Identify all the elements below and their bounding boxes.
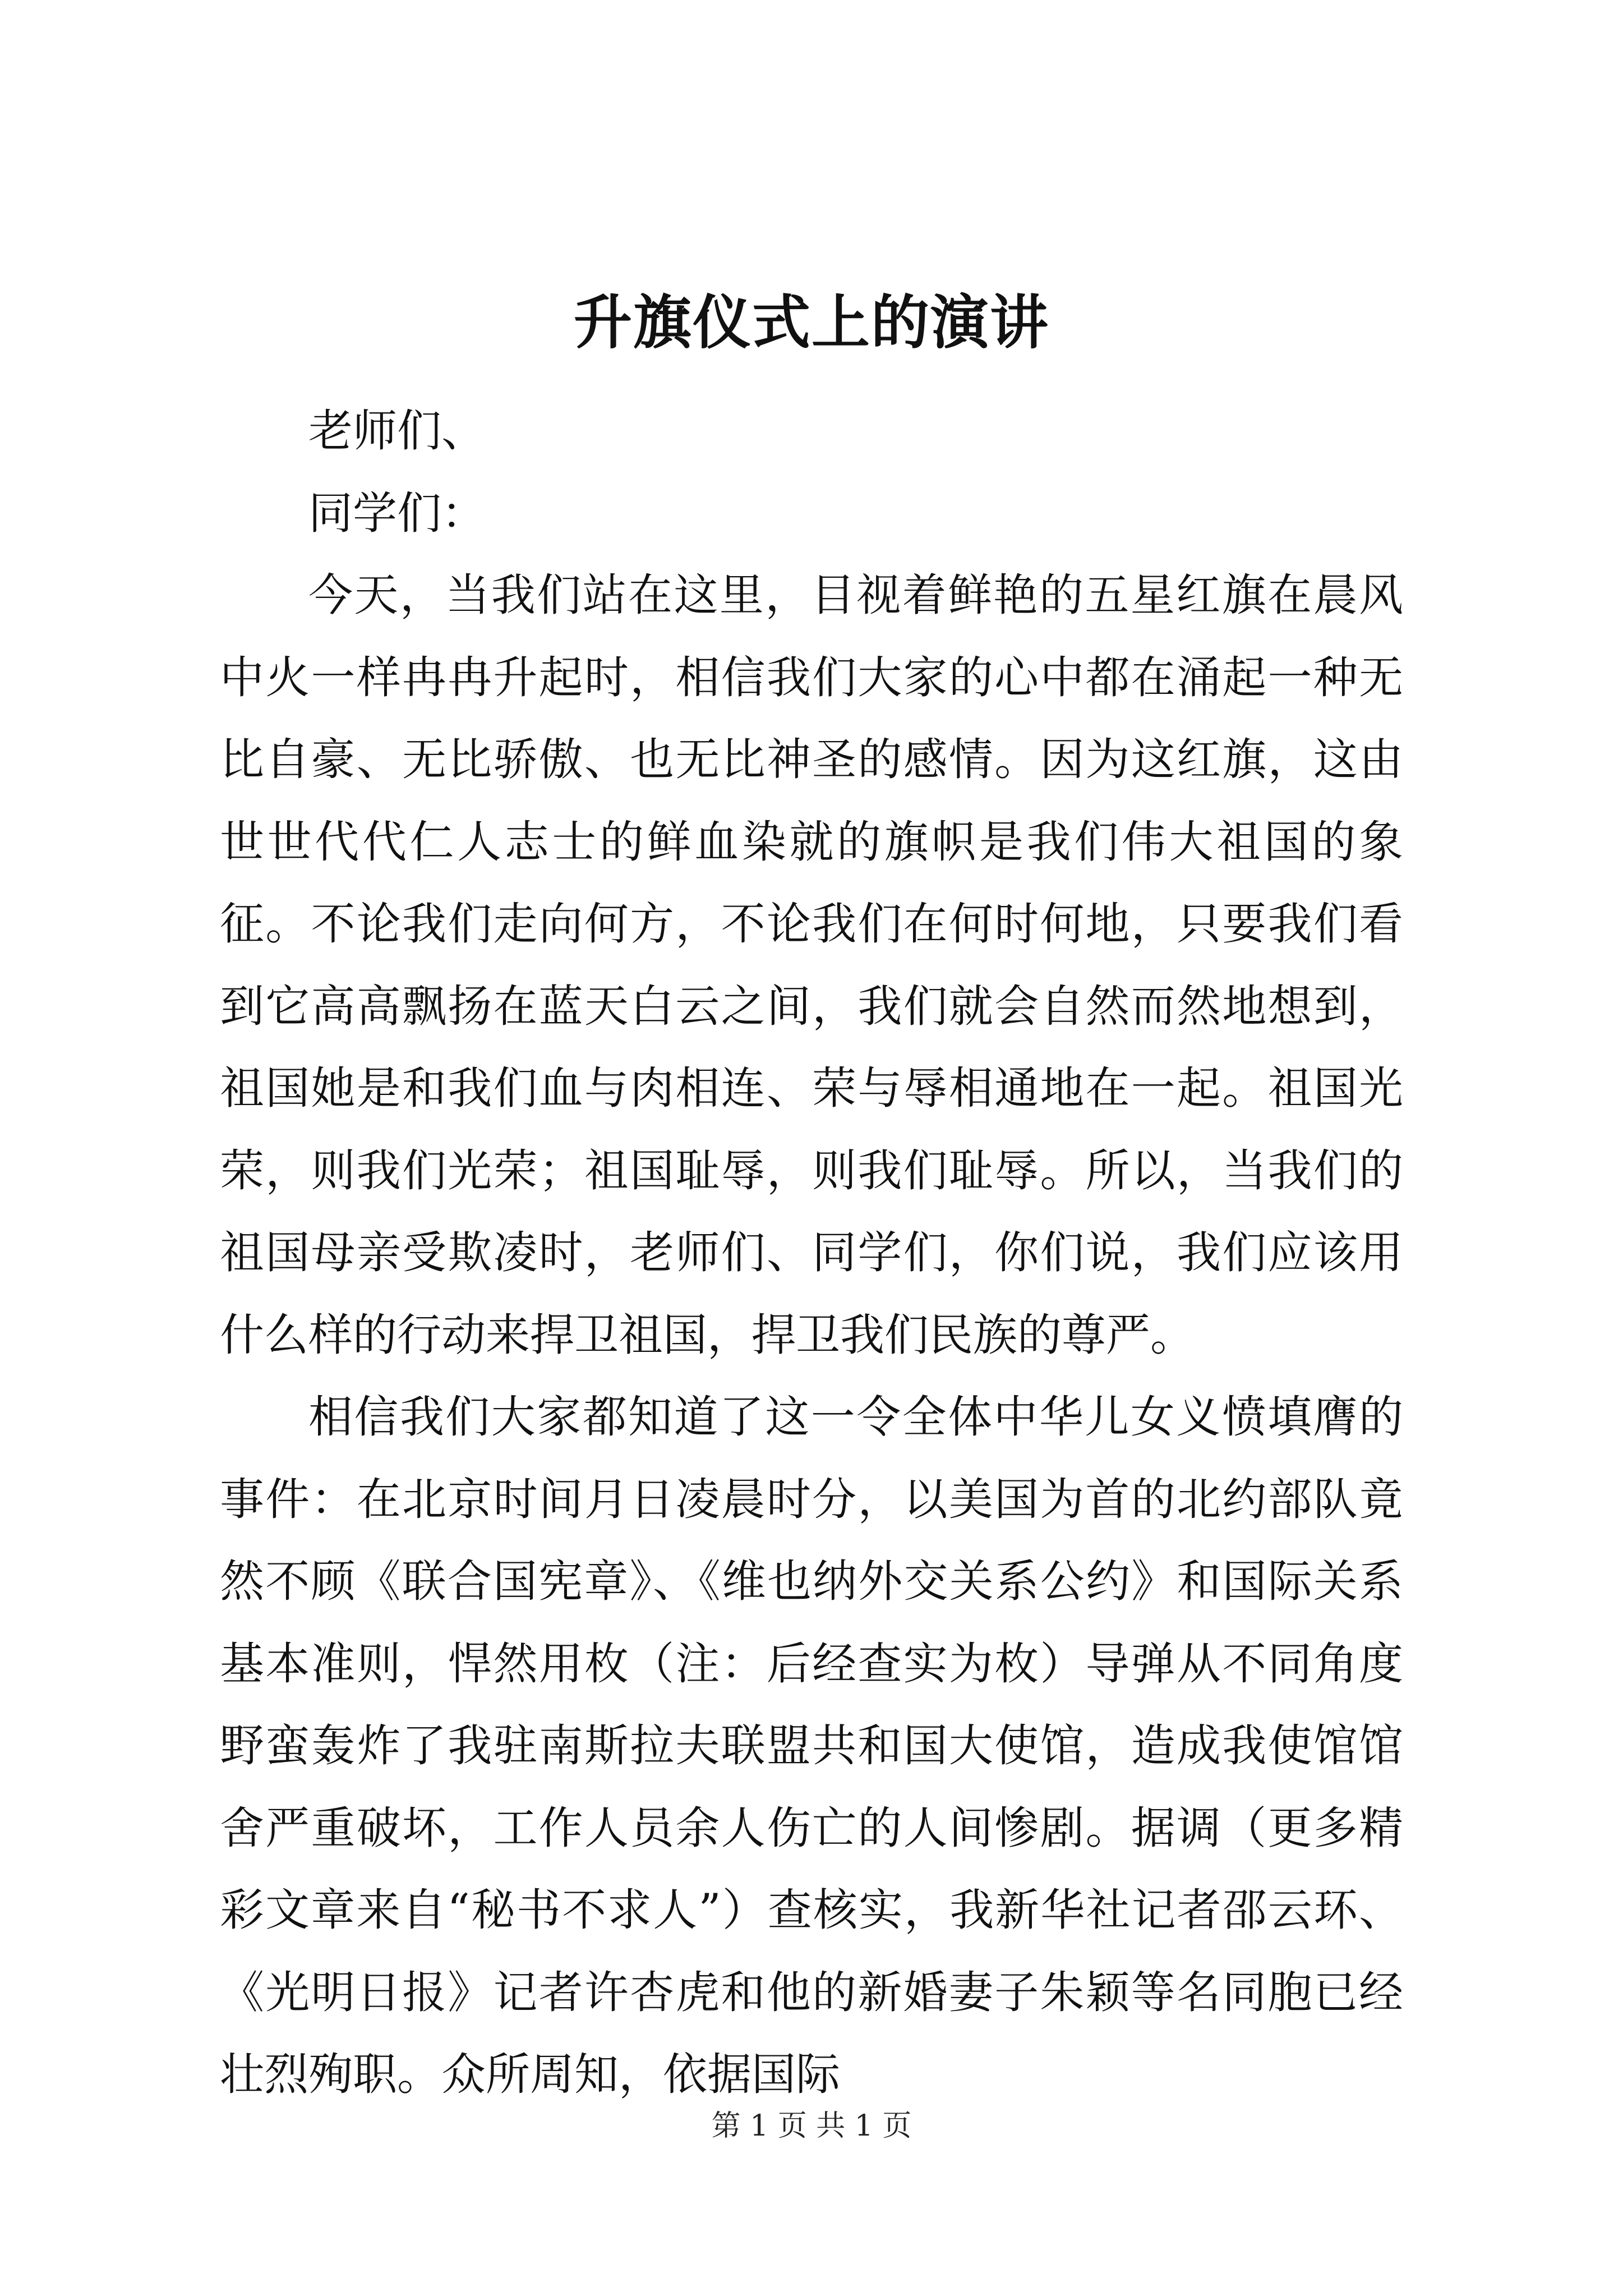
- page-footer: 第 1 页 共 1 页: [711, 2109, 912, 2143]
- paragraph-flag: 今天，当我们站在这里，目视着鲜艳的五星红旗在晨风中火一样冉冉升起时，相信我们大家的心中都在涌起一种无比自豪、无比骄傲、也无比神圣的感情。因为这红旗，这由世世代代仁人志士的鲜血染就的旗帜是我们伟大祖国的象征。不论我们走向何方，不论我们在何时何地，只要我们看到它高高飘扬在蓝天白云之间，我们就会自然而然地想到，祖国她是和我们血与肉相连、荣与辱相通地在一起。祖国光荣，则我们光荣；祖国耻辱，则我们耻辱。所以，当我们的祖国母亲受欺凌时，老师们、同学们，你们说，我们应该用什么样的行动来捍卫祖国，捍卫我们民族的尊严。: [220, 569, 1403, 1361]
- salutation-teachers: 老师们、: [308, 405, 486, 457]
- document-body: [220, 390, 1403, 2116]
- document-title: 升旗仪式上的演讲: [573, 288, 1049, 357]
- paragraph-incident: 相信我们大家都知道了这一令全体中华儿女义愤填膺的事件：在北京时间月日凌晨时分，以美国为首的北约部队竟然不顾《联合国宪章》、《维也纳外交关系公约》和国际关系基本准则，悍然用枚（注：后经查实为枚）导弹从不同角度野蛮轰炸了我驻南斯拉夫联盟共和国大使馆，造成我使馆馆舍严重破坏，工作人员余人伤亡的人间惨剧。据调（更多精彩文章来自“秘书不求人”）查核实，我新华社记者邵云环、《光明日报》记者许杏虎和他的新婚妻子朱颖等名同胞已经壮烈殉职。众所周知，依据国际: [220, 1391, 1403, 2100]
- salutation-students: 同学们：: [308, 487, 486, 539]
